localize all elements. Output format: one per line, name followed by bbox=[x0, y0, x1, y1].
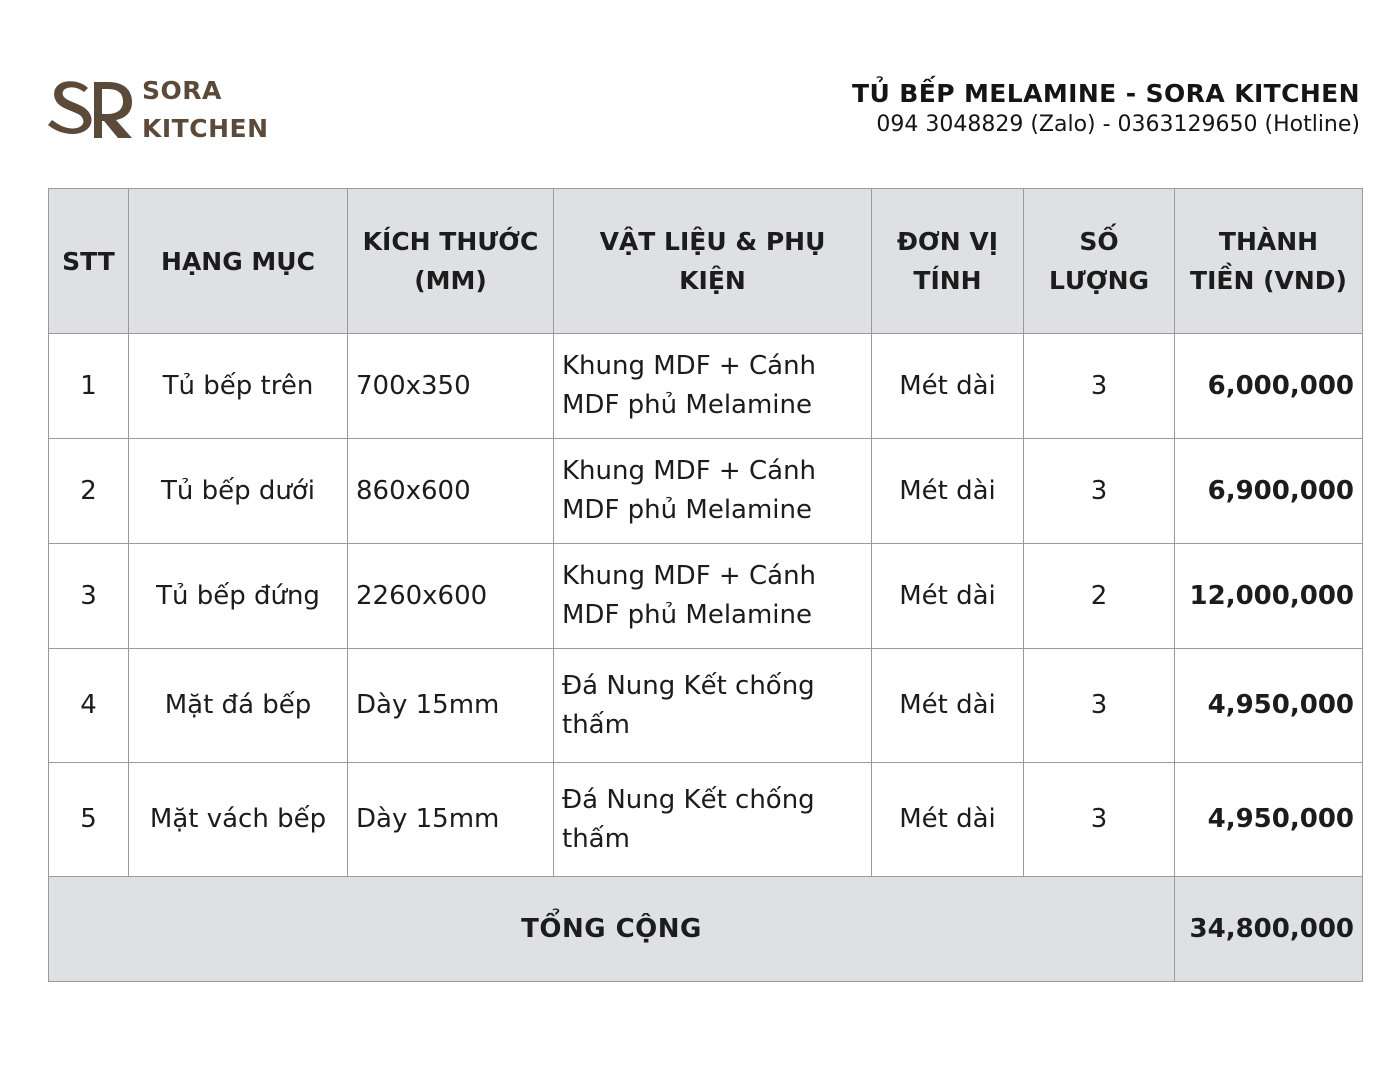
cell-stt: 1 bbox=[49, 334, 129, 439]
contact-info: 094 3048829 (Zalo) - 0363129650 (Hotline) bbox=[876, 112, 1360, 137]
cell-stt: 3 bbox=[49, 544, 129, 649]
cell-material: Đá Nung Kết chống thấm bbox=[554, 763, 872, 877]
cell-material: Khung MDF + Cánh MDF phủ Melamine bbox=[554, 439, 872, 544]
cell-qty: 3 bbox=[1024, 334, 1175, 439]
cell-stt: 2 bbox=[49, 439, 129, 544]
header-material: VẬT LIỆU & PHỤ KIỆN bbox=[554, 189, 872, 334]
cell-amount: 4,950,000 bbox=[1175, 763, 1363, 877]
header-stt: STT bbox=[49, 189, 129, 334]
total-row bbox=[49, 877, 1363, 982]
cell-qty: 2 bbox=[1024, 544, 1175, 649]
cell-stt: 4 bbox=[49, 649, 129, 763]
cell-unit: Mét dài bbox=[872, 334, 1024, 439]
cell-unit: Mét dài bbox=[872, 439, 1024, 544]
table-row bbox=[49, 763, 1363, 877]
table-row bbox=[49, 334, 1363, 439]
cell-item: Tủ bếp đứng bbox=[129, 544, 348, 649]
cell-amount: 4,950,000 bbox=[1175, 649, 1363, 763]
cell-material: Khung MDF + Cánh MDF phủ Melamine bbox=[554, 334, 872, 439]
header-size: KÍCH THƯỚC (MM) bbox=[348, 189, 554, 334]
header-qty: SỐ LƯỢNG bbox=[1024, 189, 1175, 334]
brand-line-1: SORA bbox=[142, 76, 222, 105]
table-header-row bbox=[49, 189, 1363, 334]
brand-name bbox=[142, 72, 269, 148]
cell-qty: 3 bbox=[1024, 649, 1175, 763]
cell-stt: 5 bbox=[49, 763, 129, 877]
cell-size: 700x350 bbox=[348, 334, 554, 439]
brand-line-2: KITCHEN bbox=[142, 114, 269, 143]
brand-logo bbox=[48, 72, 269, 148]
header-unit: ĐƠN VỊ TÍNH bbox=[872, 189, 1024, 334]
cell-size: 2260x600 bbox=[348, 544, 554, 649]
cell-material: Đá Nung Kết chống thấm bbox=[554, 649, 872, 763]
cell-size: Dày 15mm bbox=[348, 763, 554, 877]
cell-item: Tủ bếp dưới bbox=[129, 439, 348, 544]
document-header bbox=[852, 78, 1360, 140]
cell-amount: 6,900,000 bbox=[1175, 439, 1363, 544]
header-amount: THÀNH TIỀN (VND) bbox=[1175, 189, 1363, 334]
header-item: HẠNG MỤC bbox=[129, 189, 348, 334]
cell-item: Mặt đá bếp bbox=[129, 649, 348, 763]
total-amount: 34,800,000 bbox=[1175, 877, 1363, 982]
cell-item: Tủ bếp trên bbox=[129, 334, 348, 439]
table-row bbox=[49, 439, 1363, 544]
document-title: TỦ BẾP MELAMINE - SORA KITCHEN bbox=[852, 79, 1360, 108]
total-label: TỔNG CỘNG bbox=[49, 877, 1175, 982]
cell-qty: 3 bbox=[1024, 439, 1175, 544]
table-row bbox=[49, 649, 1363, 763]
cell-amount: 6,000,000 bbox=[1175, 334, 1363, 439]
cell-amount: 12,000,000 bbox=[1175, 544, 1363, 649]
cell-unit: Mét dài bbox=[872, 649, 1024, 763]
cell-size: Dày 15mm bbox=[348, 649, 554, 763]
cell-size: 860x600 bbox=[348, 439, 554, 544]
cell-unit: Mét dài bbox=[872, 763, 1024, 877]
cell-qty: 3 bbox=[1024, 763, 1175, 877]
sr-logo-icon bbox=[48, 78, 134, 142]
cell-item: Mặt vách bếp bbox=[129, 763, 348, 877]
cell-unit: Mét dài bbox=[872, 544, 1024, 649]
table-row bbox=[49, 544, 1363, 649]
quotation-table bbox=[48, 188, 1363, 982]
cell-material: Khung MDF + Cánh MDF phủ Melamine bbox=[554, 544, 872, 649]
